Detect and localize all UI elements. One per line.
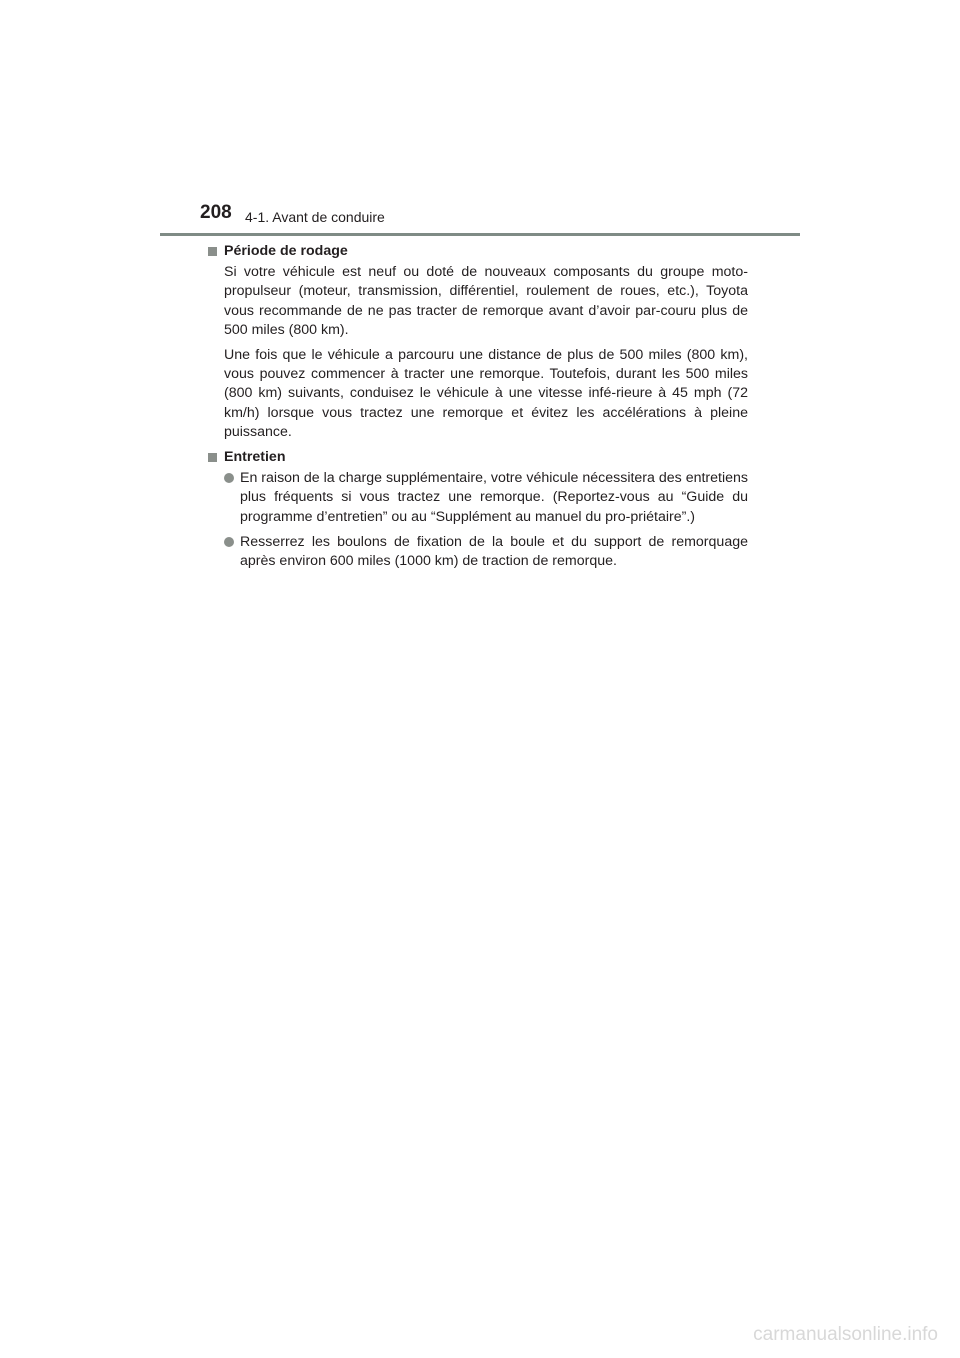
section-heading-text: Période de rodage [224, 243, 348, 259]
bullet-item [208, 533, 748, 571]
header-rule [160, 233, 800, 236]
square-bullet-icon [208, 453, 217, 462]
circle-bullet-icon [224, 473, 234, 483]
page-number: 208 [200, 202, 232, 223]
section-title: 4-1. Avant de conduire [245, 209, 385, 225]
bullet-text: Resserrez les boulons de fixation de la boule et du support de remorquage après environ 600 miles (1000 km) de traction de remorque. [240, 533, 748, 570]
square-bullet-icon [208, 247, 217, 256]
page-header [160, 198, 800, 236]
paragraph: Si votre véhicule est neuf ou doté de nouveaux composants du groupe moto-propulseur (moteur, transmission, différentiel, roulement de roues, etc.), Toyota vous recommande de ne pas tracter de remorque avant d’avoir par-couru plus de 500 miles (800 km). [224, 264, 748, 338]
page-content [208, 242, 748, 577]
section-heading [208, 242, 748, 261]
watermark: carmanualsonline.info [753, 1324, 938, 1345]
bullet-text: En raison de la charge supplémentaire, votre véhicule nécessitera des entretiens plus fréquents si vous tractez une remorque. (Reportez-vous au “Guide du programme d’entretien” ou au “Supplément au manuel du pro-priétaire”.) [240, 470, 748, 525]
section-break-in [208, 242, 748, 442]
bullet-item [208, 469, 748, 527]
section-maintenance [208, 448, 748, 571]
section-heading [208, 448, 748, 467]
section-heading-text: Entretien [224, 449, 286, 466]
paragraph: Une fois que le véhicule a parcouru une distance de plus de 500 miles (800 km), vous pouvez commencer à tracter une remorque. Toutefois, durant les 500 miles (800 km) suivants, conduisez le véhicule à une vitesse infé-rieure à 45 mph (72 km/h) lorsque vous tractez une remorque et évitez les accélérations à pleine puissance. [224, 347, 748, 440]
circle-bullet-icon [224, 537, 234, 547]
